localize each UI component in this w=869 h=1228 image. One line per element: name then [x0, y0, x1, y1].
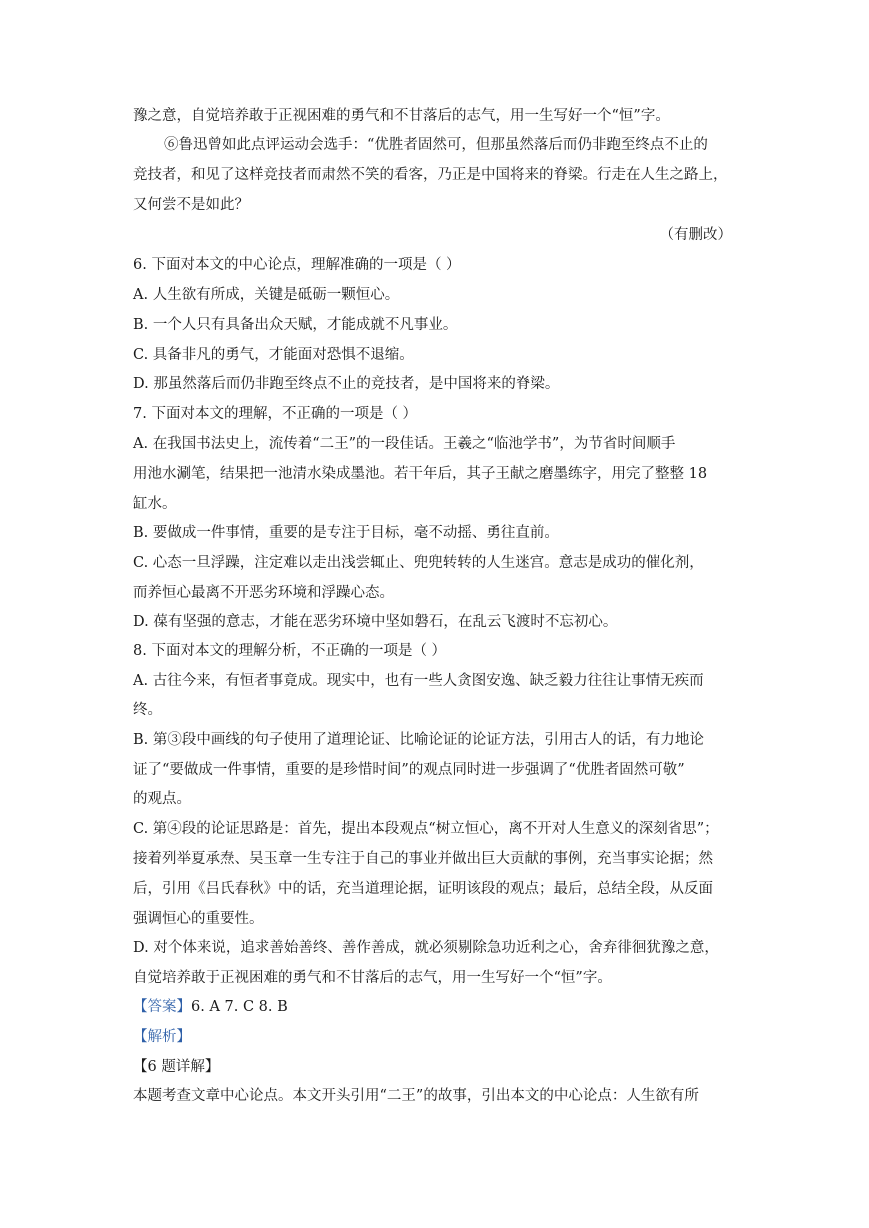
- question-7-option-a-cont: 用池水涮笔，结果把一池清水染成墨池。若干年后，其子王献之磨墨练字，用完了整整 18: [133, 466, 708, 482]
- question-8-option-c-cont: 接着列举夏承焘、吴玉章一生专注于自己的事业并做出巨大贡献的事例，充当事实论据；然: [133, 851, 713, 867]
- paragraph-6-line: 竞技者，和见了这样竞技者而肃然不笑的看客，乃正是中国将来的脊梁。行走在人生之路上，: [133, 167, 728, 183]
- question-8-option-b-cont: 证了“要做成一件事情，重要的是珍惜时间”的观点同时进一步强调了“优胜者固然可敬”: [133, 762, 685, 778]
- question-6-detail-heading: 【6 题详解】: [133, 1059, 220, 1075]
- question-6-detail-text: 本题考查文章中心论点。本文开头引用“二王”的故事，引出本文的中心论点：人生欲有所: [133, 1088, 699, 1104]
- question-7-option-a-cont: 缸水。: [133, 496, 177, 512]
- answer-values: 6. A 7. C 8. B: [191, 999, 288, 1015]
- question-8-stem: 8. 下面对本文的理解分析，不正确的一项是（ ）: [133, 643, 447, 659]
- paragraph-6-line: 又何尝不是如此？: [133, 197, 249, 213]
- question-8-option-a: A. 古往今来，有恒者事竟成。现实中，也有一些人贪图安逸、缺乏毅力往往让事情无疾而: [133, 673, 704, 689]
- question-8-option-a-cont: 终。: [133, 702, 162, 718]
- question-6-stem: 6. 下面对本文的中心论点，理解准确的一项是（ ）: [133, 257, 461, 273]
- question-7-option-b: B. 要做成一件事情，重要的是专注于目标，毫不动摇、勇往直前。: [133, 525, 559, 541]
- question-7-option-c: C. 心态一旦浮躁，注定难以走出浅尝辄止、兜兜转转的人生迷宫。意志是成功的催化剂，: [133, 555, 704, 571]
- question-6-option-c: C. 具备非凡的勇气，才能面对恐惧不退缩。: [133, 347, 414, 363]
- source-note: （有删改）: [659, 227, 732, 243]
- paragraph-5-tail: 豫之意，自觉培养敢于正视困难的勇气和不甘落后的志气，用一生写好一个“恒”字。: [133, 108, 670, 124]
- question-6-option-d: D. 那虽然落后而仍非跑至终点不止的竞技者，是中国将来的脊梁。: [133, 376, 560, 392]
- question-6-option-b: B. 一个人只有具备出众天赋，才能成就不凡事业。: [133, 317, 458, 333]
- question-7-option-a: A. 在我国书法史上，流传着“二王”的一段佳话。王羲之“临池学书”，为节省时间顺手: [133, 436, 676, 452]
- answer-label: 【答案】: [133, 999, 191, 1015]
- question-8-option-b: B. 第③段中画线的句子使用了道理论证、比喻论证的论证方法，引用古人的话，有力地论: [133, 732, 704, 748]
- question-7-option-c-cont: 而养恒心最离不开恶劣环境和浮躁心态。: [133, 585, 394, 601]
- question-7-stem: 7. 下面对本文的理解，不正确的一项是（ ）: [133, 406, 418, 422]
- question-8-option-d-cont: 自觉培养敢于正视困难的勇气和不甘落后的志气，用一生写好一个“恒”字。: [133, 970, 612, 986]
- answer-line: [133, 997, 288, 1017]
- question-8-option-d: D. 对个体来说，追求善始善终、善作善成，就必须剔除急功近利之心，舍弃徘徊犹豫之意，: [133, 940, 719, 956]
- question-6-option-a: A. 人生欲有所成，关键是砥砺一颗恒心。: [133, 287, 400, 303]
- question-8-option-c-cont: 后，引用《吕氏春秋》中的话，充当道理论据，证明该段的观点；最后，总结全段，从反面: [133, 881, 713, 897]
- paragraph-6-line: ⑥鲁迅曾如此点评运动会选手：“优胜者固然可，但那虽然落后而仍非跑至终点不止的: [164, 137, 708, 153]
- analysis-label: 【解析】: [133, 1029, 191, 1045]
- question-8-option-c-cont: 强调恒心的重要性。: [133, 911, 264, 927]
- question-7-option-d: D. 葆有坚强的意志，才能在恶劣环境中坚如磐石，在乱云飞渡时不忘初心。: [133, 614, 618, 630]
- question-8-option-c: C. 第④段的论证思路是：首先，提出本段观点“树立恒心，离不开对人生意义的深刻省思”；: [133, 821, 719, 837]
- question-8-option-b-cont: 的观点。: [133, 791, 191, 807]
